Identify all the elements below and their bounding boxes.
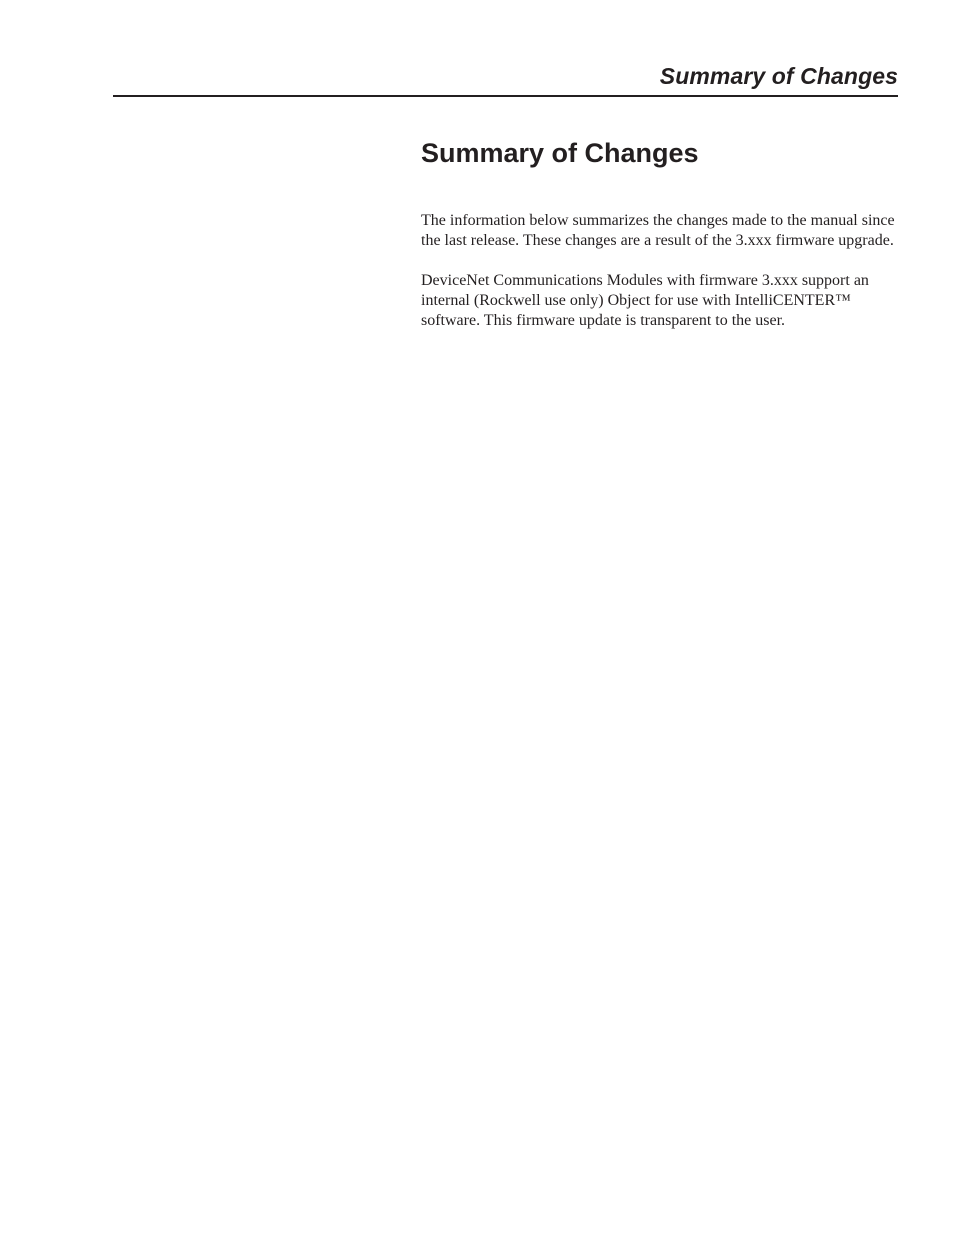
paragraph-changes-intro: The information below summarizes the changes made to the manual since the last release. These changes are a result of the 3.xxx firmware upgrade. xyxy=(421,212,895,249)
running-header-title: Summary of Changes xyxy=(659,63,898,89)
page-title: Summary of Changes xyxy=(421,138,699,168)
paragraph-firmware-details: DeviceNet Communications Modules with firmware 3.xxx support an internal (Rockwell use only) Object for use with IntelliCENTER™ software. This firmware update is transparent to the user. xyxy=(421,272,869,329)
main-content xyxy=(421,136,901,331)
running-header xyxy=(113,62,898,97)
